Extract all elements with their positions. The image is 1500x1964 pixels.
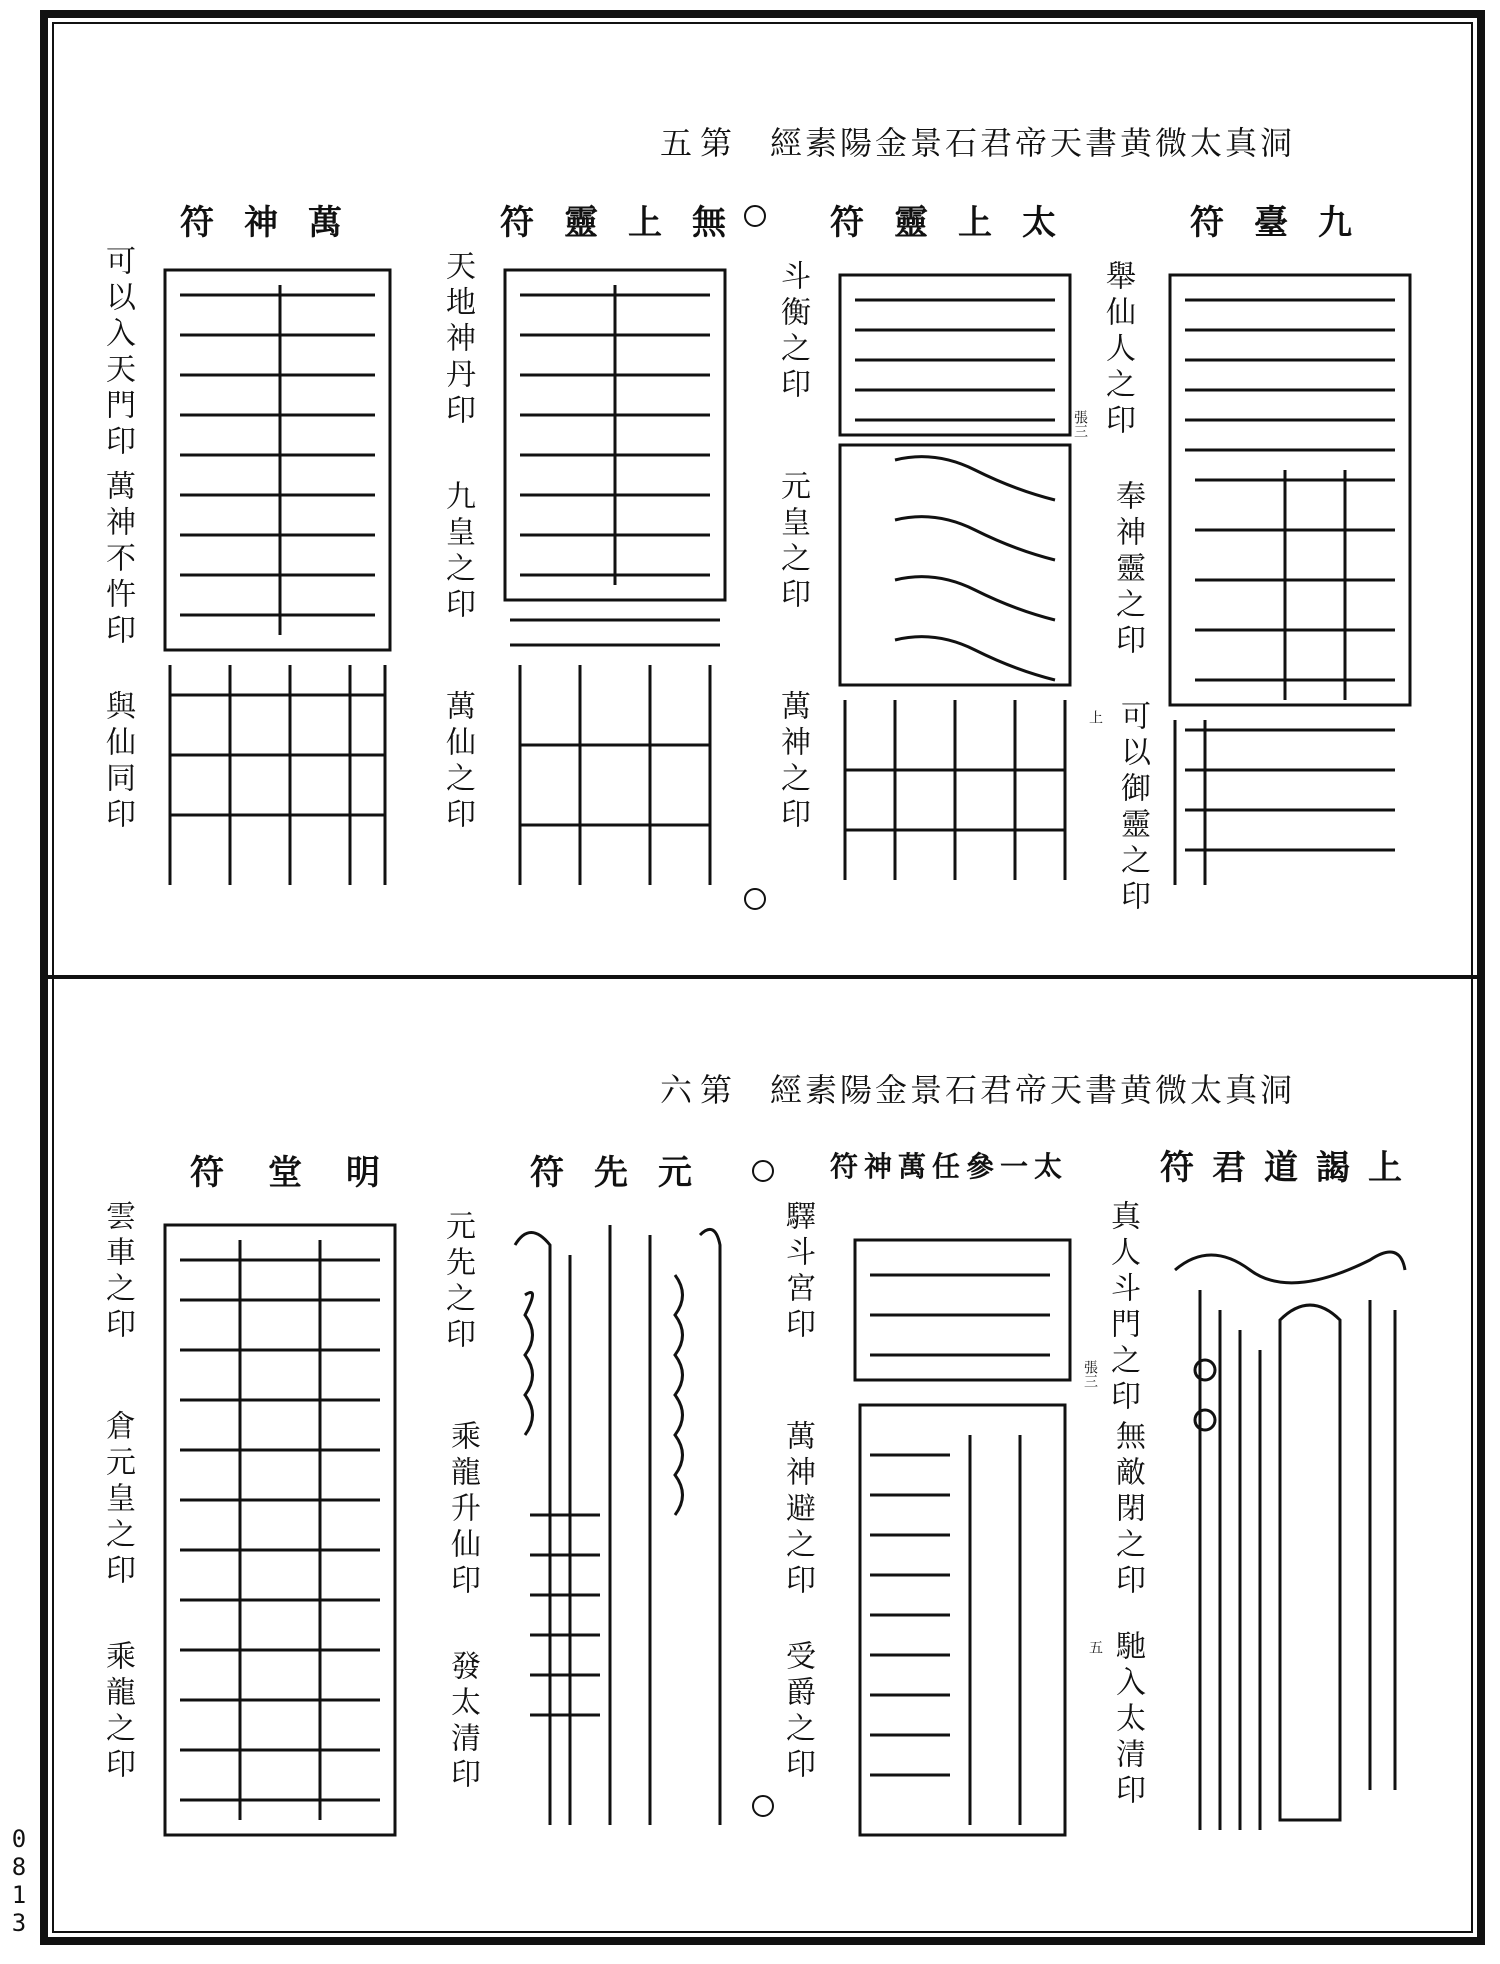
top-fu-title-1: 九臺符 <box>1190 203 1382 243</box>
bottom-inscription-1a: 真人斗門之印 <box>1105 1200 1140 1416</box>
top-margin-mark-1: 張三 <box>1072 410 1088 438</box>
top-talisman-4 <box>160 265 395 890</box>
bottom-inscription-1b: 無敵閉之印 <box>1110 1420 1145 1600</box>
top-fu-title-4: 萬神符 <box>180 203 372 243</box>
top-talisman-3 <box>500 265 730 890</box>
bottom-chapter-label: 第六 <box>660 1071 741 1109</box>
top-inscription-1c: 可以御靈之印 <box>1115 700 1150 916</box>
page-number: 0813 <box>5 1825 33 1937</box>
top-fu-title-2: 太上靈符 <box>830 203 1086 243</box>
bottom-talisman-2 <box>850 1235 1075 1840</box>
page-divider <box>40 975 1485 979</box>
top-talisman-2 <box>835 270 1075 890</box>
top-inscription-4c: 與仙同印 <box>100 690 135 834</box>
top-inscription-1b: 奉神靈之印 <box>1110 480 1145 660</box>
bottom-fu-title-3: 元先符 <box>530 1153 722 1193</box>
top-inscription-2a: 斗衡之印 <box>775 260 810 404</box>
top-header-title: 洞真太微黄書天帝君石景金陽素經 <box>770 124 1296 162</box>
top-inscription-3a: 天地神丹印 <box>440 250 475 430</box>
bottom-inscription-2b: 萬神避之印 <box>780 1420 815 1600</box>
top-inscription-3b: 九皇之印 <box>440 480 475 624</box>
bottom-inscription-4b: 倉元皇之印 <box>100 1410 135 1590</box>
top-talisman-1 <box>1165 270 1415 890</box>
bottom-fu-title-1: 上謁道君符 <box>1160 1148 1420 1188</box>
bottom-fu-title-2: 太一參任萬神符 <box>830 1150 1069 1183</box>
bottom-inscription-2c: 受爵之印 <box>780 1640 815 1784</box>
bottom-header-title: 洞真太微黄書天帝君石景金陽素經 <box>770 1071 1296 1109</box>
top-inscription-1a: 舉仙人之印 <box>1100 260 1135 440</box>
top-inscription-4b: 萬神不忤印 <box>100 470 135 650</box>
top-circle-mark-1 <box>744 205 766 227</box>
top-inscription-2c: 萬神之印 <box>775 690 810 834</box>
bottom-inscription-2a: 驛斗宮印 <box>780 1200 815 1344</box>
top-margin-mark-2: 上 <box>1087 710 1103 724</box>
top-inscription-3c: 萬仙之印 <box>440 690 475 834</box>
top-fu-title-3: 無上靈符 <box>500 203 756 243</box>
bottom-talisman-4 <box>160 1220 400 1840</box>
bottom-margin-mark-2: 五 <box>1087 1640 1103 1654</box>
bottom-inscription-3c: 發太清印 <box>445 1650 480 1794</box>
bottom-inscription-3a: 元先之印 <box>440 1210 475 1354</box>
bottom-circle-mark-2 <box>752 1795 774 1817</box>
bottom-talisman-3 <box>510 1215 725 1840</box>
top-inscription-4a: 可以入天門印 <box>100 245 135 461</box>
top-circle-mark-2 <box>744 888 766 910</box>
top-chapter-label: 第五 <box>660 124 741 162</box>
bottom-inscription-4c: 乘龍之印 <box>100 1640 135 1784</box>
top-inscription-2b: 元皇之印 <box>775 470 810 614</box>
bottom-circle-mark-1 <box>752 1160 774 1182</box>
bottom-talisman-1 <box>1170 1230 1415 1840</box>
bottom-margin-mark-1: 張三 <box>1082 1360 1098 1388</box>
bottom-inscription-3b: 乘龍升仙印 <box>445 1420 480 1600</box>
bottom-inscription-4a: 雲車之印 <box>100 1200 135 1344</box>
bottom-fu-title-4: 明堂符 <box>190 1153 424 1193</box>
bottom-inscription-1c: 馳入太清印 <box>1110 1630 1145 1810</box>
